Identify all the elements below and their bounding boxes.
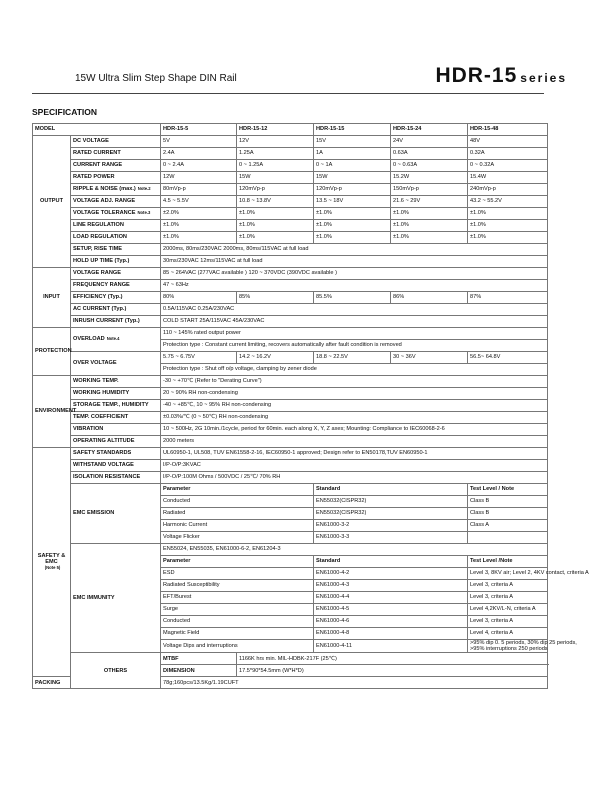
cell: 12V [237, 136, 314, 148]
header-divider [32, 93, 544, 94]
cell: 15W [237, 172, 314, 184]
dips-line-1: >95% dip 0. 5 periods, 30% dip 25 periods, [470, 640, 577, 646]
cell: Class B [468, 508, 548, 520]
table-row [33, 148, 548, 160]
cell: 4.5 ~ 5.5V [161, 196, 237, 208]
cell: I/P-O/P:100M Ohms / 500VDC / 25℃/ 70% RH [161, 472, 548, 484]
cell: 20 ~ 90% RH non-condensing [161, 388, 548, 400]
cell: EN55032(CISPR32) [314, 508, 468, 520]
row-label: LOAD REGULATION [71, 232, 161, 244]
cell: Protection type : Shut off o/p voltage, clamping by zener diode [161, 364, 548, 376]
cell: EFT/Burest [161, 592, 314, 604]
cell: ESD [161, 568, 314, 580]
row-label: DIMENSION [161, 665, 237, 677]
cell: Voltage Flicker [161, 532, 314, 544]
table-row [33, 376, 548, 388]
row-label: WORKING HUMIDITY [71, 388, 161, 400]
model-column: HDR-15-24 [391, 124, 468, 136]
cell: 30ms/230VAC 12ms/115VAC at full load [161, 256, 548, 268]
row-label: WITHSTAND VOLTAGE [71, 460, 161, 472]
cell: 0.63A [391, 148, 468, 160]
model-column: HDR-15-15 [314, 124, 391, 136]
cell: Protection type : Constant current limiting, recovers automatically after fault condition is removed [161, 340, 548, 352]
cell: Level 3, criteria A [468, 592, 548, 604]
row-label: HOLD UP TIME (Typ.) [71, 256, 161, 268]
section-emc-label: EMC [45, 559, 58, 566]
cell: 1A [314, 148, 391, 160]
row-label: OPERATING ALTITUDE [71, 436, 161, 448]
cell: 80% [161, 292, 237, 304]
cell: ±1.0% [314, 208, 391, 220]
row-label-text: RIPPLE & NOISE (max.) [73, 186, 136, 193]
cell: 12W [161, 172, 237, 184]
cell: ±0.03%/℃ (0 ~ 50℃) RH non-condensing [161, 412, 548, 424]
cell: 0 ~ 0.32A [468, 160, 548, 172]
series-label: series [520, 71, 567, 85]
row-label: WORKING TEMP. [71, 376, 161, 388]
cell: Magnetic Field [161, 628, 314, 640]
immunity-header-level: Test Level /Note [468, 556, 548, 568]
cell: EN61000-4-3 [314, 580, 468, 592]
table-row [33, 400, 548, 412]
table-row [33, 136, 548, 148]
cell: ±1.0% [391, 232, 468, 244]
cell: 15.2W [391, 172, 468, 184]
model-label: MODEL [33, 124, 161, 136]
cell: Class A [468, 520, 548, 532]
cell: Class B [468, 496, 548, 508]
table-row [33, 316, 548, 328]
row-label-text: VOLTAGE TOLERANCE [73, 210, 136, 217]
cell: ±1.0% [468, 220, 548, 232]
table-row [33, 424, 548, 436]
cell: 1.25A [237, 148, 314, 160]
row-label: OVER VOLTAGE [71, 352, 161, 376]
cell: 150mVp-p [391, 184, 468, 196]
cell: 10 ~ 500Hz, 2G 10min./1cycle, period for 60min. each along X, Y, Z axes; Mounting: Compliance to IEC60068-2-6 [161, 424, 548, 436]
cell: EN61000-4-6 [314, 616, 468, 628]
cell: 2000ms, 80ms/230VAC 2000ms, 80ms/115VAC at full load [161, 244, 548, 256]
table-row [33, 448, 548, 460]
cell: EN61000-4-2 [314, 568, 468, 580]
cell: ±1.0% [391, 208, 468, 220]
model-column: HDR-15-48 [468, 124, 548, 136]
cell: 240mVp-p [468, 184, 548, 196]
row-label: PACKING [33, 677, 71, 689]
cell: -30 ~ +70℃ (Refer to "Derating Curve") [161, 376, 548, 388]
table-row [33, 256, 548, 268]
cell: 10.8 ~ 13.8V [237, 196, 314, 208]
cell: 0 ~ 1.25A [237, 160, 314, 172]
cell: UL60950-1, UL508, TUV EN61558-2-16, IEC60950-1 approved; Design refer to EN50178,TUV EN60950-1 [161, 448, 548, 460]
cell: Conducted [161, 616, 314, 628]
cell: Level 3, 8KV air; Level 2, 4KV contact, criteria A [468, 568, 548, 580]
cell: 120mVp-p [237, 184, 314, 196]
table-row [33, 484, 548, 496]
table-row [33, 208, 548, 220]
cell: Conducted [161, 496, 314, 508]
row-label: LINE REGULATION [71, 220, 161, 232]
row-label: VOLTAGE RANGE [71, 268, 161, 280]
row-label: SAFETY STANDARDS [71, 448, 161, 460]
section-others: OTHERS [71, 653, 161, 689]
cell: 15V [314, 136, 391, 148]
row-label: CURRENT RANGE [71, 160, 161, 172]
immunity-header-standard: Standard [314, 556, 468, 568]
table-row [33, 232, 548, 244]
cell: 15.4W [468, 172, 548, 184]
cell: 78g;160pcs/13.5Kg/1.19CUFT [161, 677, 548, 689]
cell: 5.75 ~ 6.75V [161, 352, 237, 364]
row-label: TEMP. COEFFICIENT [71, 412, 161, 424]
cell: 15W [314, 172, 391, 184]
table-row [33, 412, 548, 424]
cell: EN55032(CISPR32) [314, 496, 468, 508]
section-title: SPECIFICATION [32, 107, 98, 117]
cell: 56.5~ 64.8V [468, 352, 548, 364]
table-row [33, 304, 548, 316]
cell: 2.4A [161, 148, 237, 160]
cell [468, 532, 548, 544]
cell: 0 ~ 0.63A [391, 160, 468, 172]
section-protection: PROTECTION [33, 328, 71, 376]
cell: 14.2 ~ 16.2V [237, 352, 314, 364]
row-label: EMC IMMUNITY [71, 544, 161, 653]
row-label-text: OVERLOAD [73, 336, 105, 343]
model-title [435, 64, 567, 88]
row-label: RATED POWER [71, 172, 161, 184]
cell: 0 ~ 2.4A [161, 160, 237, 172]
cell: EN61000-4-4 [314, 592, 468, 604]
emission-header-standard: Standard [314, 484, 468, 496]
table-row [33, 244, 548, 256]
row-label [71, 184, 161, 196]
table-row [33, 472, 548, 484]
cell: ±1.0% [161, 220, 237, 232]
cell: 30 ~ 36V [391, 352, 468, 364]
row-label: VIBRATION [71, 424, 161, 436]
cell: ±1.0% [468, 232, 548, 244]
cell: EN61000-4-5 [314, 604, 468, 616]
table-row [33, 544, 548, 556]
row-label: INRUSH CURRENT (Typ.) [71, 316, 161, 328]
cell: Surge [161, 604, 314, 616]
cell: Level 4,2KV/L-N, criteria A [468, 604, 548, 616]
row-note: Note.4 [106, 336, 120, 342]
cell: I/P-O/P:3KVAC [161, 460, 548, 472]
table-row [33, 352, 548, 364]
cell: 24V [391, 136, 468, 148]
table-row [33, 184, 548, 196]
cell: 47 ~ 63Hz [161, 280, 548, 292]
row-label: VOLTAGE ADJ. RANGE [71, 196, 161, 208]
cell: Level 3, criteria A [468, 580, 548, 592]
cell: ±1.0% [161, 232, 237, 244]
row-label [71, 208, 161, 220]
cell: 43.2 ~ 55.2V [468, 196, 548, 208]
cell: Radiated Susceptibility [161, 580, 314, 592]
cell: 0.5A/115VAC 0.25A/230VAC [161, 304, 548, 316]
row-label: AC CURRENT (Typ.) [71, 304, 161, 316]
cell: 80mVp-p [161, 184, 237, 196]
row-label: FREQUENCY RANGE [71, 280, 161, 292]
table-row [33, 172, 548, 184]
row-label: DC VOLTAGE [71, 136, 161, 148]
page-header [30, 64, 575, 92]
cell: ±1.0% [314, 232, 391, 244]
cell: EN55024, EN55035, EN61000-6-2, EN61204-3 [161, 544, 548, 556]
model-column: HDR-15-5 [161, 124, 237, 136]
cell: 86% [391, 292, 468, 304]
table-row [33, 268, 548, 280]
cell: Level 4, criteria A [468, 628, 548, 640]
row-label: MTBF [161, 653, 237, 665]
cell [468, 640, 577, 653]
table-row [33, 292, 548, 304]
row-label: SETUP, RISE TIME [71, 244, 161, 256]
cell: ±1.0% [237, 208, 314, 220]
table-row [33, 436, 548, 448]
table-row [33, 160, 548, 172]
dips-line-2: >95% interruptions 250 periods [470, 646, 548, 653]
section-environment: ENVIRONMENT [33, 376, 71, 448]
cell: EN61000-4-8 [314, 628, 468, 640]
row-label: ISOLATION RESISTANCE [71, 472, 161, 484]
cell: 0 ~ 1A [314, 160, 391, 172]
table-row [33, 460, 548, 472]
row-label: STORAGE TEMP., HUMIDITY [71, 400, 161, 412]
cell: 5V [161, 136, 237, 148]
table-row [33, 328, 548, 340]
cell: 17.5*90*54.5mm (W*H*D) [237, 665, 548, 677]
row-label: EFFICIENCY (Typ.) [71, 292, 161, 304]
cell: 85% [237, 292, 314, 304]
cell: EN61000-4-11 [314, 640, 468, 653]
cell: ±1.0% [314, 220, 391, 232]
cell: ±2.0% [161, 208, 237, 220]
cell: Harmonic Current [161, 520, 314, 532]
emission-header-level: Test Level / Note [468, 484, 548, 496]
cell: 13.5 ~ 18V [314, 196, 391, 208]
cell: 1166K hrs min. MIL-HDBK-217F (25℃) [237, 653, 548, 665]
model-column: HDR-15-12 [237, 124, 314, 136]
cell: EN61000-3-2 [314, 520, 468, 532]
cell: ±1.0% [237, 232, 314, 244]
cell: 2000 meters [161, 436, 548, 448]
cell: 120mVp-p [314, 184, 391, 196]
cell: 85 ~ 264VAC (277VAC available ) 120 ~ 370VDC (390VDC available ) [161, 268, 548, 280]
cell: ±1.0% [468, 208, 548, 220]
table-row [33, 280, 548, 292]
cell: -40 ~ +85℃, 10 ~ 95% RH non-condensing [161, 400, 548, 412]
cell: ±1.0% [237, 220, 314, 232]
row-note: Note.2 [137, 186, 151, 192]
row-label [71, 328, 161, 352]
row-label: RATED CURRENT [71, 148, 161, 160]
cell: 87% [468, 292, 548, 304]
table-row-model [33, 124, 548, 136]
section-safety-label: SAFETY & [37, 552, 66, 559]
table-row [33, 653, 548, 665]
cell: Radiated [161, 508, 314, 520]
cell: Level 3, criteria A [468, 616, 548, 628]
row-note: Note.3 [137, 210, 151, 216]
cell: 21.6 ~ 29V [391, 196, 468, 208]
cell: ±1.0% [391, 220, 468, 232]
cell: EN61000-3-3 [314, 532, 468, 544]
table-row [33, 220, 548, 232]
cell: 48V [468, 136, 548, 148]
row-label: EMC EMISSION [71, 484, 161, 544]
table-row [33, 196, 548, 208]
immunity-header-parameter: Parameter [161, 556, 314, 568]
product-subtitle: 15W Ultra Slim Step Shape DIN Rail [75, 73, 237, 84]
emission-header-parameter: Parameter [161, 484, 314, 496]
specification-table [32, 123, 589, 689]
section-safety-emc [33, 448, 71, 677]
section-input: INPUT [33, 268, 71, 328]
model-name: HDR-15 [435, 64, 518, 87]
section-output: OUTPUT [33, 136, 71, 268]
cell: 110 ~ 145% rated output power [161, 328, 548, 340]
cell: COLD START 25A/115VAC 45A/230VAC [161, 316, 548, 328]
cell: 0.32A [468, 148, 548, 160]
cell: 18.8 ~ 22.5V [314, 352, 391, 364]
table-row [33, 388, 548, 400]
cell: 85.5% [314, 292, 391, 304]
cell: Voltage Dips and interruptions [161, 640, 314, 653]
section-note: (Note 5) [44, 565, 61, 571]
